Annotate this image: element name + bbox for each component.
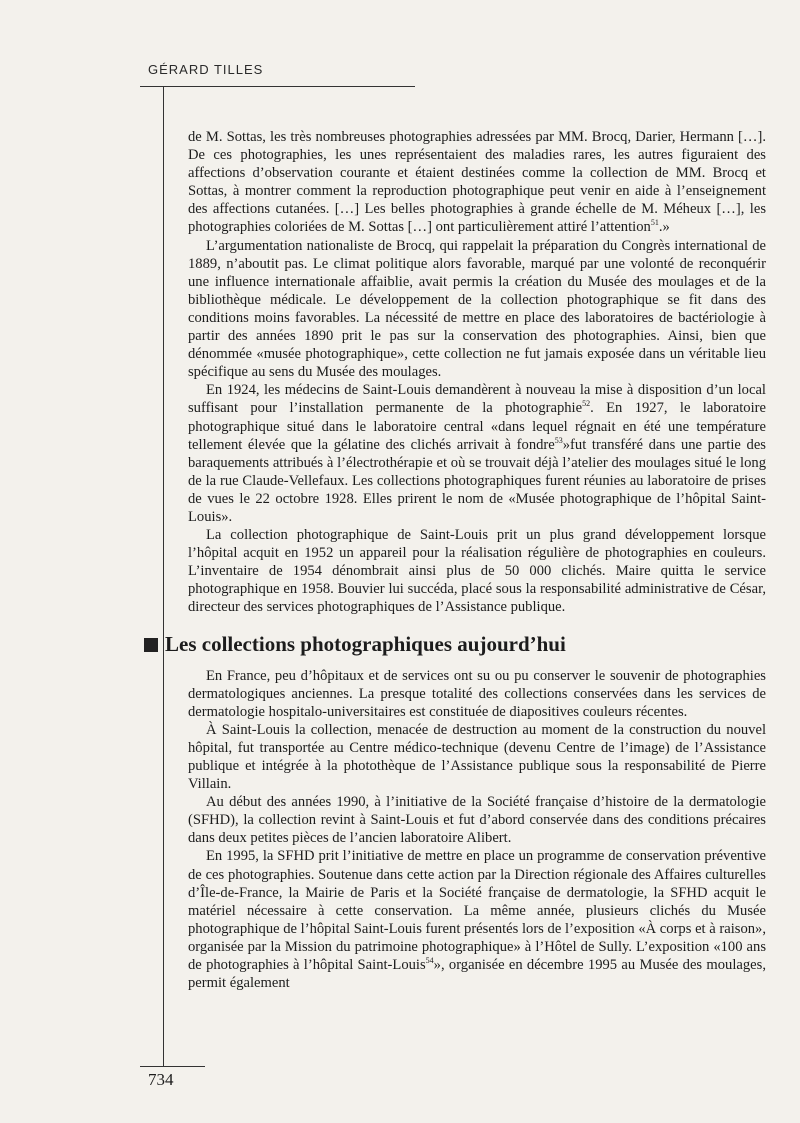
- footnote-ref: 51: [650, 218, 659, 228]
- paragraph: Au début des années 1990, à l’initiative de la Société française d’histoire de la dermatologie (SFHD), la collection revint à Saint-Louis et fut d’abord conservée dans des conditions précaires dans deux petites pièces de l’ancien laboratoire Alibert.: [188, 794, 766, 847]
- page-number: 734: [148, 1070, 174, 1089]
- paragraph: En 1995, la SFHD prit l’initiative de mettre en place un programme de conservation préventive de ces photographies. Soutenue dans cette action par la Direction régionale des Affaires culturelles d’Île-de-France, la Mairie de Paris et la Société française de dermatologie, la SFHD acquit le matériel nécessaire à cette conservation. La même année, plusieurs clichés du Musée photographique de l’hôpital Saint-Louis furent présentés lors de l’exposition «À corps et à raison», organisée par la Mission du patrimoine photographique» à l’Hôtel de Sully. L’exposition «100 ans de photographies à l’hôpital Saint-Louis$^{54}$», organisée en décembre 1995 au Musée des moulages, permit également: [188, 848, 766, 992]
- body-text: [165, 128, 766, 992]
- paragraph: En France, peu d’hôpitaux et de services ont su ou pu conserver le souvenir de photographies dermatologiques anciennes. La presque totalité des collections conservées dans les services de dermatologie hospitalo-universitaires est constituée de diapositives couleurs récentes.: [188, 667, 766, 720]
- paragraph: En 1924, les médecins de Saint-Louis demandèrent à nouveau la mise à disposition d’un local suffisant pour l’installation permanente de la photographie$^{52}$. En 1927, le laboratoire photographique situé dans le laboratoire central «dans lequel régnait en été une température tellement élevée que la gélatine des clichés arrivait à fondre$^{53}$»fut transféré dans une partie des baraquements attribués à l’électrothérapie et où se trouvait déjà l’atelier des moulages situé le long de la rue Claude-Vellefaux. Les collections photographiques furent réunies au laboratoire de prises de vues le 22 octobre 1928. Elles prirent le nom de «Musée photographique de l’hôpital Saint-Louis».: [188, 382, 766, 525]
- footnote-ref: 54: [425, 956, 434, 966]
- square-bullet-icon: [144, 638, 158, 652]
- paragraph: À Saint-Louis la collection, menacée de destruction au moment de la construction du nouvel hôpital, fut transportée au Centre médico-technique (devenu Centre de l’image) de l’Assistance publique et intégrée à la photothèque de l’Assistance publique sous la responsabilité de Pierre Villain.: [188, 721, 766, 793]
- paragraph: L’argumentation nationaliste de Brocq, qui rappelait la préparation du Congrès international de 1889, n’aboutit pas. Le climat politique alors favorable, marqué par une volonté de reconquérir une influence internationale affaiblie, avait permis la création du Musée des moulages et de la bibliothèque médicale. Le développement de la collection photographique se fit dans des conditions moins favorables. La nécessité de mettre en place des laboratoires de bactériologie à partir des années 1890 prit le pas sur la conservation des photographies. Ainsi, bien que dénommée «musée photographique», cette collection ne fut jamais exposée dans un véritable lieu spécifique au sens du Musée des moulages.: [188, 237, 766, 381]
- section-heading: Les collections photographiques aujourd’hui: [144, 631, 766, 657]
- footnote-ref: 53: [554, 435, 563, 445]
- margin-rule: [163, 86, 164, 1066]
- paragraph: La collection photographique de Saint-Louis prit un plus grand développement lorsque l’hôpital acquit en 1952 un appareil pour la réalisation régulière de photographies en couleurs. L’inventaire de 1954 dénombrait ainsi plus de 50 000 clichés. Maire quitta le service photographique en 1958. Bouvier lui succéda, placé sous la responsabilité administrative de César, directeur des services photographiques de l’Assistance publique.: [188, 527, 766, 616]
- paragraph: de M. Sottas, les très nombreuses photographies adressées par MM. Brocq, Darier, Hermann […]. De ces photographies, les unes représentaient des maladies rares, les autres figuraient des affections d’observation courante et étaient destinées comme la collection de MM. Brocq et Sottas, à montrer comment la reproduction photographique peut venir en aide à l’enseignement des affections cutanées. […] Les belles photographies à grande échelle de M. Méheux […], les photographies coloriées de M. Sottas […] ont particulièrement attiré l’attention$^{51}$.»: [188, 129, 766, 236]
- running-head: GÉRARD TILLES: [148, 62, 264, 77]
- header-rule: [140, 86, 415, 87]
- footnote-ref: 52: [582, 399, 591, 409]
- footer-rule: [140, 1066, 205, 1067]
